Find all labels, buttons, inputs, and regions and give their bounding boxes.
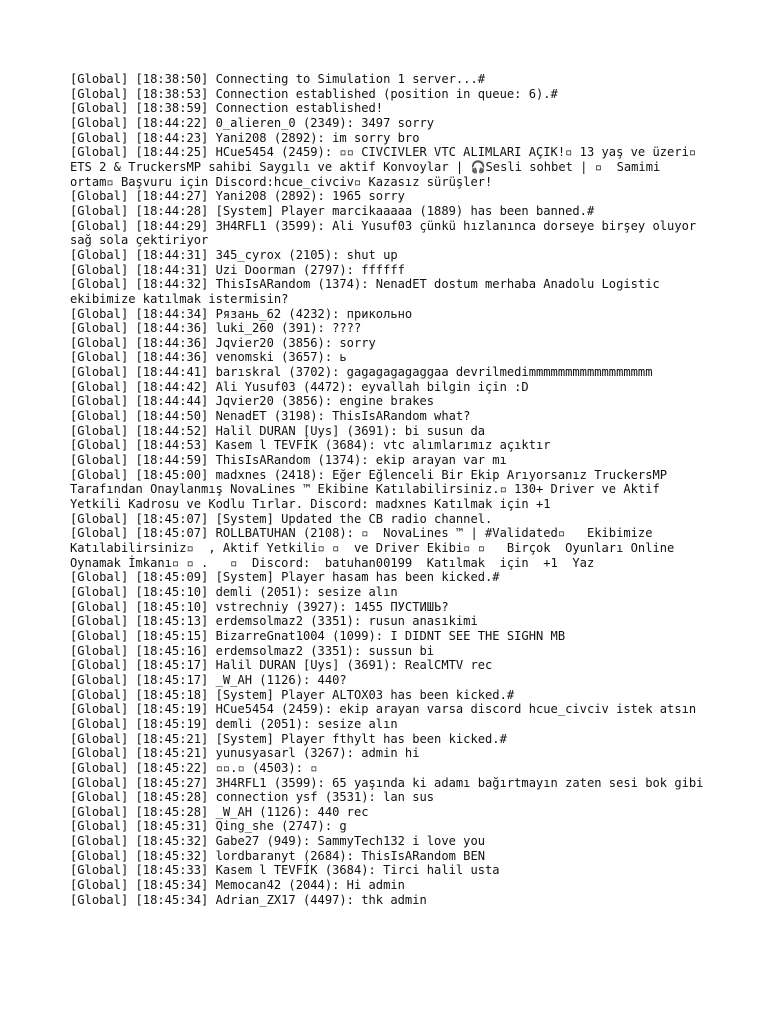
chat-line: [Global] [18:44:31] Uzi Doorman (2797): ffffff (70, 262, 405, 277)
chat-line: [Global] [18:45:17] _W_AH (1126): 440? (70, 672, 347, 687)
chat-line: [Global] [18:44:41] barıskral (3702): gagagagagaggaa devrilmedimmmmmmmmmmmmmmmmm (70, 365, 653, 380)
chat-line: [Global] [18:45:33] Kasem l TEVFİK (3684): Tirci halil usta (70, 863, 500, 878)
chat-line: [Global] [18:45:32] lordbaranyt (2684): ThisIsARandom BEN (70, 848, 486, 863)
chat-line: [Global] [18:45:09] [System] Player hasam has been kicked.# (70, 570, 500, 585)
chat-line: [Global] [18:45:18] [System] Player ALTOX03 has been kicked.# (70, 687, 515, 702)
chat-line: [Global] [18:45:15] BizarreGnat1004 (1099): I DIDNT SEE THE SIGHN MB (70, 628, 566, 643)
chat-line: [Global] [18:44:42] Ali Yusuf03 (4472): eyvallah bilgin için :D (70, 379, 529, 394)
chat-line: [Global] [18:44:34] Рязань_62 (4232): прикольно (70, 306, 413, 321)
chat-line: [Global] [18:45:22] ▫▫.▫ (4503): ▫ (70, 760, 318, 775)
chat-line: [Global] [18:45:27] 3H4RFL1 (3599): 65 yaşında ki adamı bağırtmayın zaten sesi bok gibi (70, 775, 704, 790)
chat-line: [Global] [18:45:21] [System] Player fthylt has been kicked.# (70, 731, 507, 746)
chat-line: [Global] [18:38:50] Connecting to Simulation 1 server...# (70, 72, 486, 86)
chat-line: [Global] [18:45:28] _W_AH (1126): 440 rec (70, 804, 369, 819)
chat-line: [Global] [18:45:00] madxnes (2418): Eğer Eğlenceli Bir Ekip Arıyorsanız TruckersMP Tarafından Onaylanmış NovaLines ™ Ekibine Katılabilirsiniz.▫ 130+ Driver ve Aktif Yetkili Kadrosu ve Kodlu Tırlar. Discord: madxnes Katılmak için +1 (70, 467, 675, 512)
chat-line: [Global] [18:45:10] demli (2051): sesize alın (70, 584, 398, 599)
chat-line: [Global] [18:45:32] Gabe27 (949): SammyTech132 i love you (70, 834, 486, 849)
chat-line: [Global] [18:44:28] [System] Player marcikaaaaa (1889) has been banned.# (70, 203, 595, 218)
chat-line: [Global] [18:45:16] erdemsolmaz2 (3351): sussun bi (70, 643, 435, 658)
chat-line: [Global] [18:45:07] ROLLBATUHAN (2108): ▫ NovaLines ™ | #Validated▫ Ekibimize Katılabilirsiniz▫ , Aktif Yetkili▫ ▫ ve Driver Ekibi▫ ▫ Birçok Oyunları Online Oynamak İmkanı▫ ▫ . ▫ Discord: batuhan00199 Katılmak için +1 Yaz (70, 526, 689, 570)
chat-line: [Global] [18:44:23] Yani208 (2892): im sorry bro (70, 130, 420, 145)
chat-line: [Global] [18:45:31] Qing_she (2747): g (70, 819, 347, 834)
chat-line: [Global] [18:45:34] Memocan42 (2044): Hi admin (70, 878, 405, 893)
chat-line: [Global] [18:44:32] ThisIsARandom (1374): NenadET dostum merhaba Anadolu Logistic ekibimize katılmak istermisin? (70, 277, 668, 306)
chat-line: [Global] [18:45:19] demli (2051): sesize alın (70, 716, 398, 731)
chat-line: [Global] [18:45:10] vstrechniy (3927): 1455 ПУСТИШЬ? (70, 599, 449, 614)
chat-line: [Global] [18:44:52] Halil DURAN [Uys] (3691): bi susun da (70, 423, 486, 438)
chat-line: [Global] [18:44:44] Jqvier20 (3856): engine brakes (70, 394, 435, 409)
chat-line: [Global] [18:44:59] ThisIsARandom (1374): ekip arayan var mı (70, 453, 507, 468)
chat-line: [Global] [18:44:31] 345_cyrox (2105): shut up (70, 247, 398, 262)
chat-line: [Global] [18:44:50] NenadET (3198): ThisIsARandom what? (70, 409, 471, 424)
chat-line: [Global] [18:44:36] venomski (3657): ь (70, 350, 347, 365)
chat-line: [Global] [18:44:29] 3H4RFL1 (3599): Ali Yusuf03 çünkü hızlanınca dorseye birşey oluyor sağ sola çektiriyor (70, 218, 704, 248)
chat-log (70, 72, 710, 907)
chat-line: [Global] [18:44:25] HCue5454 (2459): ▫▫ CIVCIVLER VTC ALIMLARI AÇIK!▫ 13 yaş ve üzeri▫ ETS 2 & TruckersMP sahibi Saygılı ve aktif Konvoylar | 🎧Sesli sohbet | ▫ Samimi ortam▫ Başvuru için Discord:hcue_civciv▫ Kazasız sürüşler! (70, 145, 704, 189)
chat-line: [Global] [18:44:36] Jqvier20 (3856): sorry (70, 335, 376, 350)
chat-line: [Global] [18:38:59] Connection established! (70, 101, 384, 116)
chat-line: [Global] [18:44:53] Kasem l TEVFİK (3684): vtc alımlarımız açıktır (70, 438, 551, 453)
chat-line: [Global] [18:45:19] HCue5454 (2459): ekip arayan varsa discord hcue_civciv istek atsın (70, 702, 697, 717)
chat-line: [Global] [18:38:53] Connection established (position in queue: 6).# (70, 86, 558, 101)
chat-line: [Global] [18:44:27] Yani208 (2892): 1965 sorry (70, 189, 405, 204)
chat-line: [Global] [18:45:28] connection ysf (3531): lan sus (70, 790, 435, 805)
chat-line: [Global] [18:45:34] Adrian_ZX17 (4497): thk admin (70, 892, 427, 907)
chat-line: [Global] [18:45:21] yunusyasarl (3267): admin hi (70, 746, 420, 761)
chat-line: [Global] [18:45:07] [System] Updated the CB radio channel. (70, 511, 493, 526)
chat-line: [Global] [18:44:36] luki_260 (391): ???? (70, 321, 362, 336)
chat-line: [Global] [18:45:17] Halil DURAN [Uys] (3691): RealCMTV rec (70, 658, 493, 673)
chat-line: [Global] [18:45:13] erdemsolmaz2 (3351): rusun anasıkimi (70, 614, 478, 629)
chat-line: [Global] [18:44:22] 0_alieren_0 (2349): 3497 sorry (70, 115, 435, 130)
